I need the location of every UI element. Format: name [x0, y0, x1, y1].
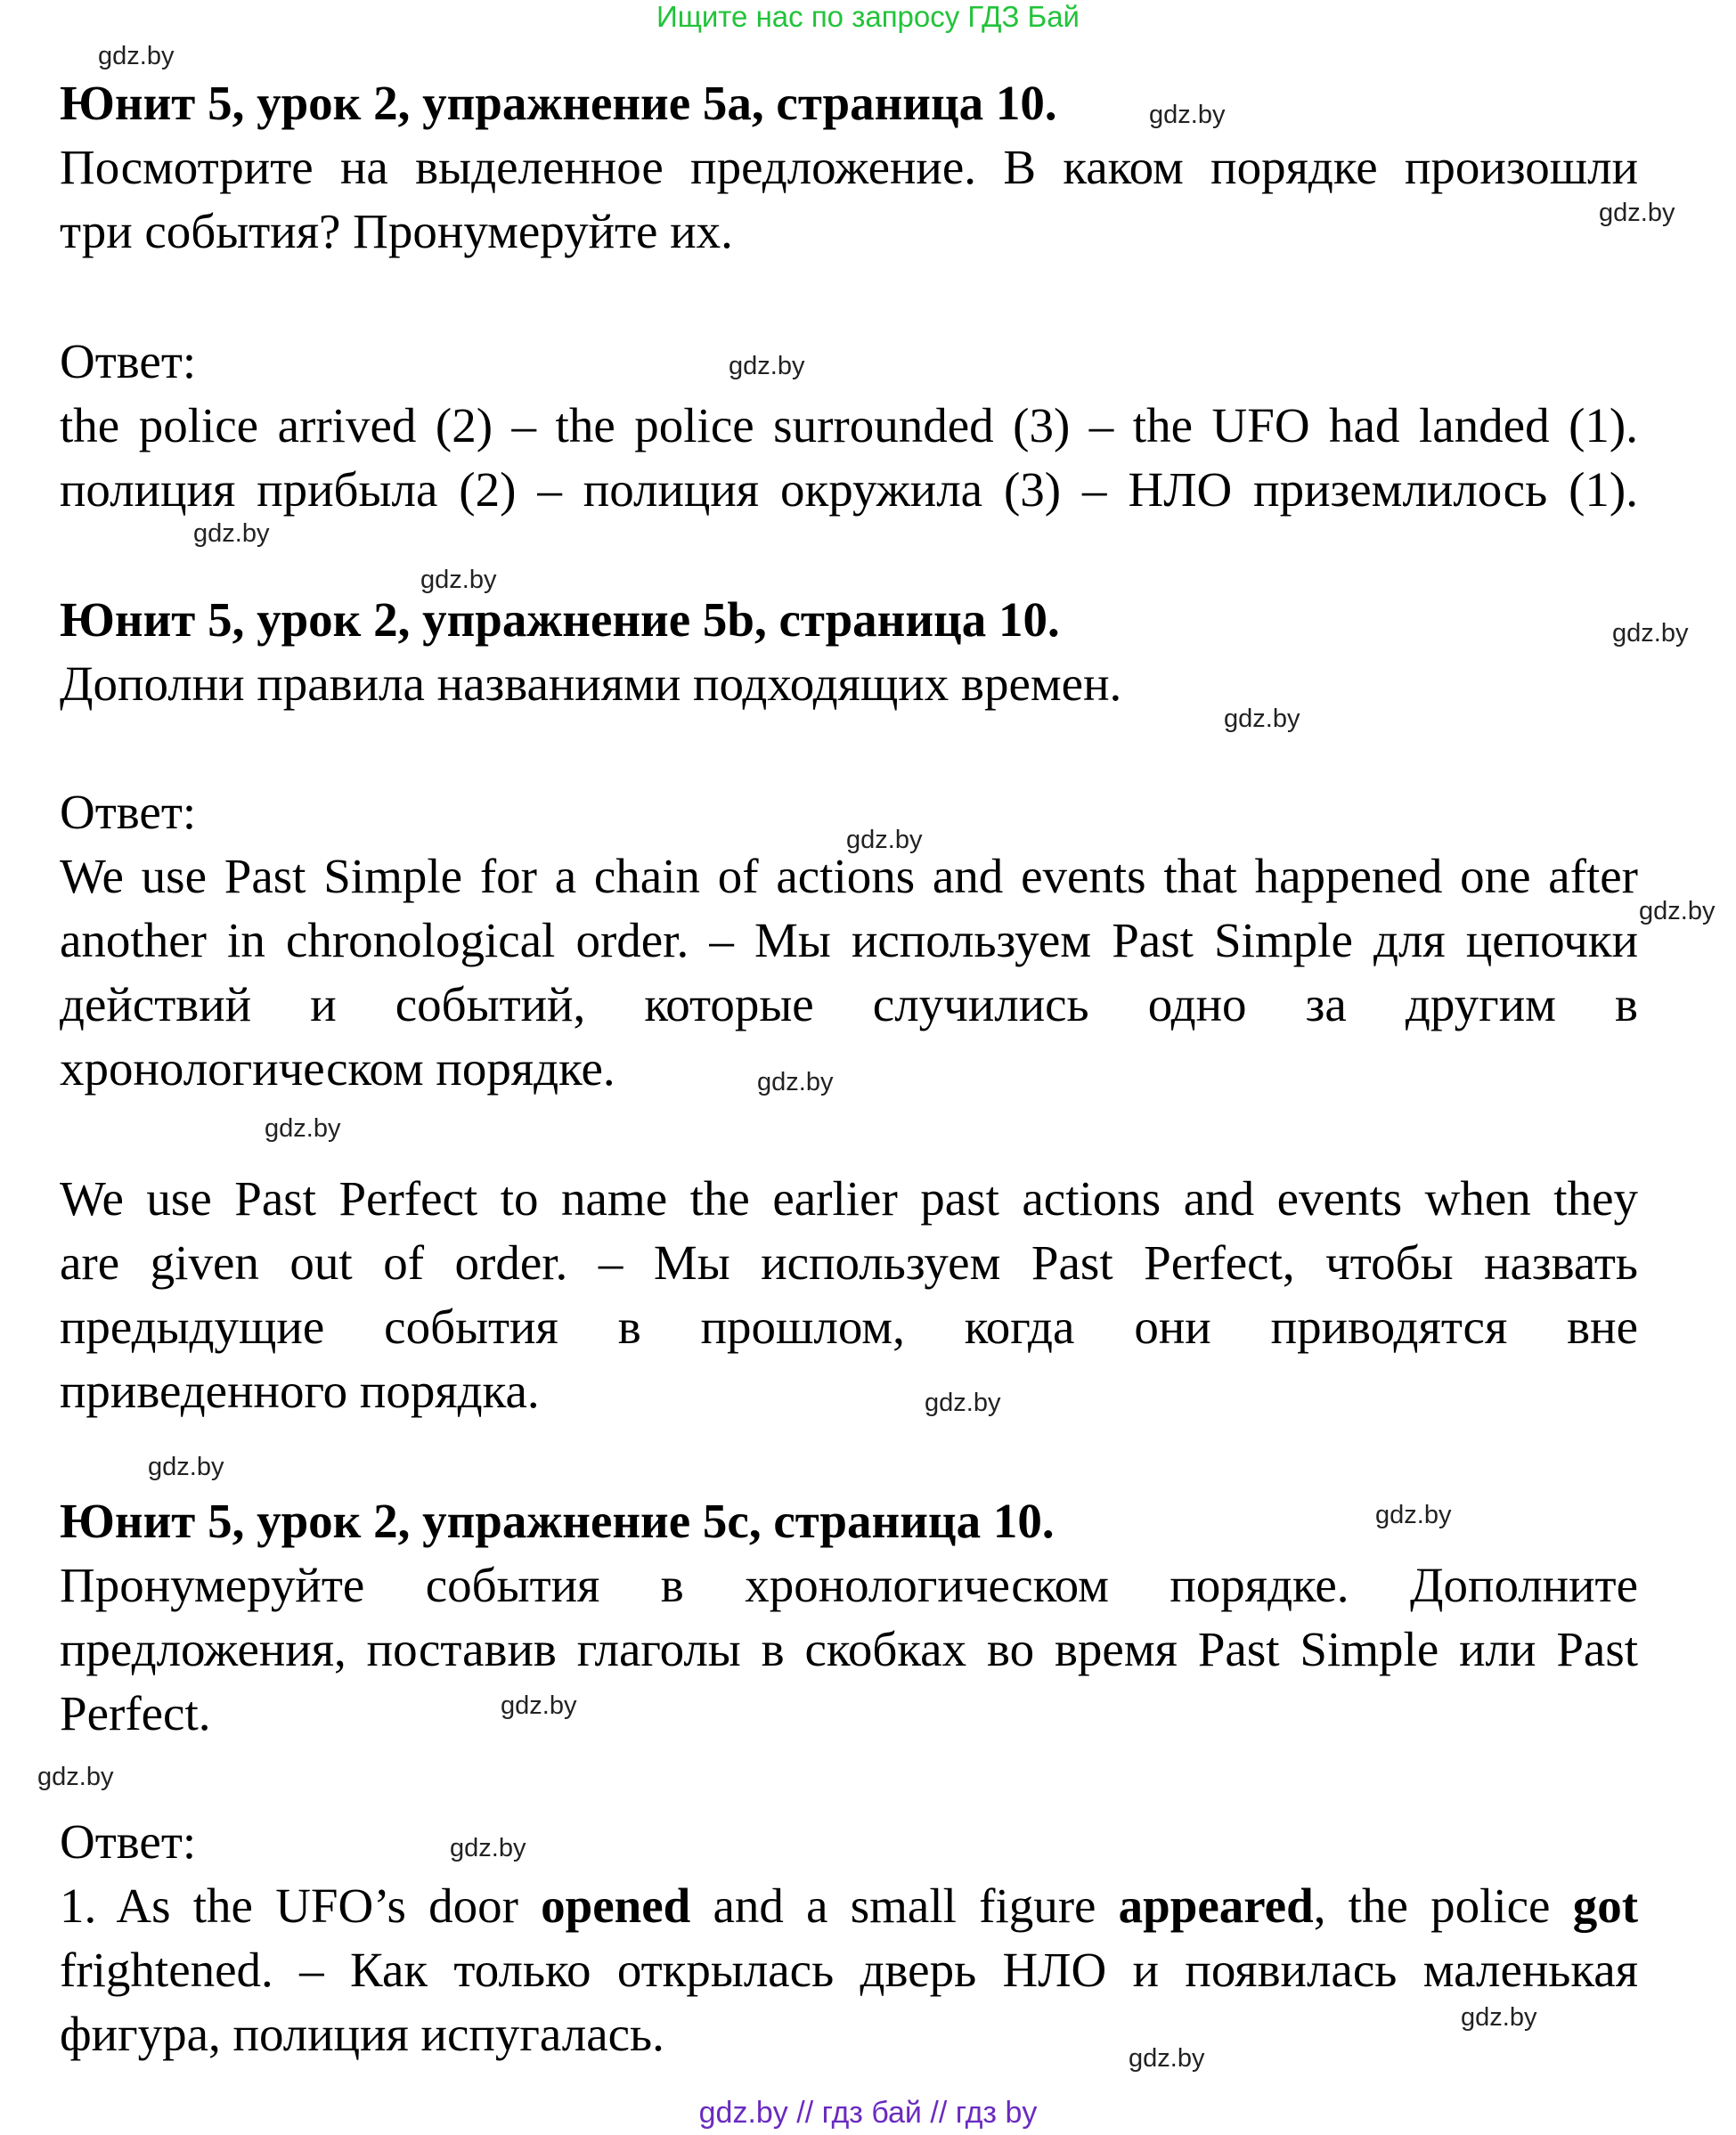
answer-line: предыдущие события в прошлом, когда они приводятся вне — [60, 1300, 1638, 1354]
task-line: Дополни правила названиями подходящих времен. — [60, 656, 1122, 711]
answer-text: and a small figure — [690, 1878, 1119, 1933]
task-line: Perfect. — [60, 1686, 211, 1740]
watermark: gdz.by — [757, 1068, 834, 1096]
task-line: Посмотрите на выделенное предложение. В каком порядке произошли — [60, 140, 1638, 194]
answer-line: are given out of order. – Мы используем Past Perfect, чтобы назвать — [60, 1235, 1638, 1290]
section-heading-5a: Юнит 5, урок 2, упражнение 5a, страница 10. — [60, 76, 1057, 130]
answer-item-line: frightened. – Как только открылась дверь НЛО и появилась маленькая — [60, 1943, 1638, 1997]
answer-label: Ответ: — [60, 334, 197, 388]
footer-links[interactable]: gdz.by // гдз бай // гдз by — [698, 2096, 1038, 2130]
watermark: gdz.by — [1461, 2003, 1537, 2032]
watermark: gdz.by — [1639, 897, 1716, 925]
watermark: gdz.by — [846, 826, 923, 854]
promo-banner[interactable]: Ищите нас по запросу ГДЗ Бай — [656, 0, 1080, 33]
answer-item-line — [60, 1874, 1638, 1938]
watermark: gdz.by — [925, 1389, 1001, 1417]
answer-label: Ответ: — [60, 785, 197, 839]
task-line: предложения, поставив глаголы в скобках во время Past Simple или Past — [60, 1622, 1638, 1676]
watermark: gdz.by — [1612, 619, 1689, 648]
watermark: gdz.by — [37, 1763, 114, 1791]
watermark: gdz.by — [1129, 2044, 1205, 2073]
answer-line: хронологическом порядке. — [60, 1041, 615, 1096]
watermark: gdz.by — [729, 352, 805, 380]
section-heading-5b: Юнит 5, урок 2, упражнение 5b, страница 10. — [60, 592, 1060, 647]
watermark: gdz.by — [1224, 705, 1300, 733]
watermark: gdz.by — [1149, 101, 1226, 129]
answer-line: We use Past Simple for a chain of actions and events that happened one after — [60, 849, 1638, 903]
task-line: Пронумеруйте события в хронологическом порядке. Дополните — [60, 1558, 1638, 1612]
watermark: gdz.by — [420, 566, 497, 594]
answer-item-line: фигура, полиция испугалась. — [60, 2007, 664, 2061]
watermark: gdz.by — [265, 1114, 341, 1143]
answer-verb: appeared — [1118, 1878, 1314, 1933]
watermark: gdz.by — [1375, 1501, 1452, 1529]
answer-verb: opened — [541, 1878, 691, 1933]
answer-text: , the police — [1313, 1878, 1573, 1933]
answer-line: действий и событий, которые случились одно за другим в — [60, 977, 1638, 1031]
answer-text: 1. As the UFO’s door — [60, 1878, 542, 1933]
watermark: gdz.by — [193, 519, 270, 548]
watermark: gdz.by — [98, 42, 175, 70]
answer-line: another in chronological order. – Мы используем Past Simple для цепочки — [60, 913, 1638, 967]
answer-line: полиция прибыла (2) – полиция окружила (3) – НЛО приземлилось (1). — [60, 462, 1638, 517]
watermark: gdz.by — [450, 1834, 526, 1862]
answer-line: приведенного порядка. — [60, 1364, 540, 1418]
answer-label: Ответ: — [60, 1814, 197, 1869]
answer-line: We use Past Perfect to name the earlier past actions and events when they — [60, 1171, 1638, 1226]
watermark: gdz.by — [148, 1453, 224, 1481]
watermark: gdz.by — [1599, 199, 1675, 227]
section-heading-5c: Юнит 5, урок 2, упражнение 5c, страница 10. — [60, 1494, 1055, 1548]
answer-line: the police arrived (2) – the police surrounded (3) – the UFO had landed (1). — [60, 398, 1638, 452]
answer-verb: got — [1572, 1878, 1639, 1933]
task-line: три события? Пронумеруйте их. — [60, 204, 733, 258]
watermark: gdz.by — [501, 1691, 577, 1720]
